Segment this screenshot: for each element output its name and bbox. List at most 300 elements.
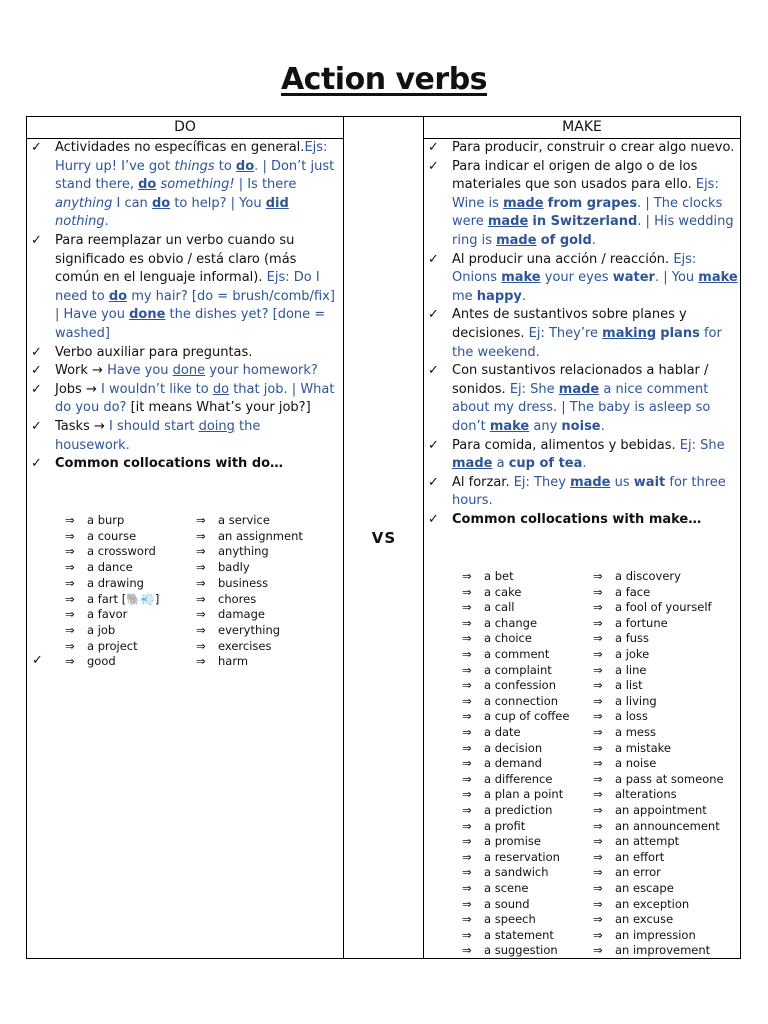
make-collocation-item	[593, 663, 646, 679]
make-collocation-item	[593, 819, 720, 835]
double-arrow-icon: ⇒	[65, 544, 75, 559]
make-example-text: for the weekend.	[452, 325, 722, 360]
double-arrow-icon: ⇒	[462, 584, 472, 599]
do-bullet-text: Actividades no específicas en general.	[55, 140, 305, 155]
do-example-text: doing	[198, 418, 235, 434]
do-bullet	[27, 139, 337, 232]
make-collocation-text: an appointment	[615, 803, 707, 817]
double-arrow-icon: ⇒	[593, 584, 603, 599]
do-example-text: done	[129, 307, 166, 323]
double-arrow-icon: ⇒	[593, 725, 603, 739]
do-example-text: | Is there	[234, 177, 297, 193]
do-example-text: to	[214, 158, 236, 174]
do-collocation-item	[65, 592, 159, 608]
double-arrow-icon: ⇒	[593, 771, 603, 786]
double-arrow-icon: ⇒	[593, 787, 603, 802]
make-collocation-item	[593, 834, 679, 850]
make-collocation-text: a comment	[484, 647, 550, 661]
do-example-text: my hair? [do = brush/comb/fix] | Have you	[55, 288, 335, 323]
do-example-text: Ejs: Do I need to	[55, 270, 320, 304]
check-icon: ✓	[428, 437, 439, 453]
make-collocation-text: an impression	[615, 927, 696, 942]
make-collocation-text: a cup of coffee	[484, 709, 570, 724]
comparison-table	[26, 116, 741, 959]
do-collocation-item	[196, 607, 265, 623]
make-collocation-text: a pass at someone	[615, 771, 724, 786]
make-example-text: made	[487, 214, 529, 230]
make-example-text: a	[492, 456, 509, 472]
double-arrow-icon: ⇒	[196, 607, 206, 622]
make-collocation-text: a living	[615, 693, 657, 708]
do-example-text: do	[151, 195, 171, 211]
make-collocation-text: a choice	[484, 631, 532, 646]
make-collocation-item	[593, 850, 664, 866]
double-arrow-icon: ⇒	[462, 849, 472, 864]
make-example-text: . | The clocks were	[452, 195, 723, 230]
double-arrow-icon: ⇒	[462, 647, 472, 661]
do-collocation-text: damage	[218, 607, 265, 622]
double-arrow-icon: ⇒	[462, 709, 472, 724]
make-example-text: your eyes	[540, 270, 613, 286]
make-collocation-item	[593, 569, 681, 585]
double-arrow-icon: ⇒	[196, 575, 206, 590]
double-arrow-icon: ⇒	[196, 638, 206, 653]
make-bullet	[424, 306, 738, 362]
do-collocation-text: a favor	[87, 607, 128, 622]
make-collocation-text: an excuse	[615, 912, 674, 927]
make-collocation-item	[462, 803, 552, 819]
make-example-text: a nice comment about my dress. | The baby is asleep so don’t	[452, 381, 711, 434]
double-arrow-icon: ⇒	[462, 943, 472, 958]
make-collocation-item	[462, 943, 558, 959]
make-bullet-text: Con sustantivos relacionados a hablar / sonidos.	[452, 363, 709, 397]
make-collocation-item	[593, 725, 656, 741]
make-collocation-text: an error	[615, 865, 661, 880]
double-arrow-icon: ⇒	[65, 575, 75, 590]
make-collocation-text: a suggestion	[484, 943, 558, 958]
double-arrow-icon: ⇒	[462, 662, 472, 677]
make-collocation-text: a profit	[484, 818, 526, 833]
make-collocation-text: a fortune	[615, 615, 668, 630]
do-bullet-text: Verbo auxiliar para preguntas.	[55, 344, 253, 360]
double-arrow-icon: ⇒	[593, 662, 603, 677]
make-bullet	[424, 158, 738, 251]
make-collocation-text: a mess	[615, 725, 656, 739]
do-example-text: nothing	[55, 214, 105, 230]
make-collocation-text: a connection	[484, 693, 559, 708]
make-collocation-text: an escape	[615, 881, 674, 895]
make-bullet	[424, 139, 738, 158]
make-collocation-item	[462, 912, 536, 928]
double-arrow-icon: ⇒	[196, 560, 206, 575]
do-collocation-text: business	[218, 575, 269, 590]
check-icon: ✓	[428, 251, 439, 267]
page-title: Action verbs	[280, 62, 488, 97]
do-example-text: anything	[55, 195, 113, 211]
make-collocation-item	[462, 631, 532, 647]
do-collocation-text: a drawing	[87, 575, 144, 590]
do-bullet-text: Common collocations with do…	[55, 456, 284, 472]
double-arrow-icon: ⇒	[462, 600, 472, 615]
do-collocations	[27, 513, 343, 673]
do-bullet	[27, 381, 337, 418]
make-collocation-item	[462, 647, 549, 663]
make-collocation-text: a change	[484, 615, 538, 630]
double-arrow-icon: ⇒	[462, 912, 472, 927]
make-collocation-item	[462, 741, 542, 757]
double-arrow-icon: ⇒	[593, 912, 603, 927]
make-collocation-item	[593, 616, 668, 632]
make-example-text: us	[610, 474, 634, 490]
double-arrow-icon: ⇒	[593, 740, 603, 755]
make-example-text: from grapes	[547, 195, 638, 211]
make-collocation-text: a date	[484, 725, 521, 739]
make-example-text: .	[600, 418, 605, 434]
check-icon: ✓	[32, 653, 43, 668]
do-collocation-text: an assignment	[218, 528, 303, 543]
do-column	[27, 139, 337, 474]
make-example-text: make	[489, 418, 530, 434]
do-example-text: to help? | You	[170, 195, 266, 211]
double-arrow-icon: ⇒	[593, 818, 603, 833]
check-icon: ✓	[428, 158, 439, 174]
do-collocation-text: chores	[218, 591, 257, 606]
do-bullet-text: Work →	[55, 363, 108, 379]
do-collocation-text: a fart [🐘💨]	[87, 591, 160, 606]
double-arrow-icon: ⇒	[462, 615, 472, 630]
make-example-text: .	[582, 456, 587, 472]
do-bullet	[27, 418, 337, 455]
make-collocation-item	[462, 585, 521, 601]
double-arrow-icon: ⇒	[593, 896, 603, 911]
make-collocation-item	[593, 709, 648, 725]
make-example-text: Ej: She	[679, 437, 725, 453]
do-example-text: things	[174, 158, 215, 174]
make-collocation-text: a noise	[615, 756, 657, 771]
make-collocation-item	[462, 725, 521, 741]
make-example-text: in Switzerland	[532, 214, 638, 230]
double-arrow-icon: ⇒	[462, 865, 472, 880]
do-example-text: do	[138, 177, 157, 193]
double-arrow-icon: ⇒	[593, 693, 603, 708]
do-bullet	[27, 362, 337, 381]
double-arrow-icon: ⇒	[462, 631, 472, 646]
make-collocation-text: an announcement	[615, 818, 720, 833]
make-bullet-text: Al forzar.	[452, 474, 514, 490]
vs-label: VS	[371, 529, 397, 547]
make-collocation-item	[462, 865, 549, 881]
do-collocation-item	[65, 529, 136, 545]
make-collocation-text: a plan a point	[484, 787, 564, 802]
make-collocation-text: alterations	[615, 787, 677, 802]
double-arrow-icon: ⇒	[593, 834, 603, 849]
make-example-text: . | You	[654, 270, 699, 286]
do-bullet-text: Jobs →	[55, 381, 101, 397]
make-example-text: . | His wedding ring is	[452, 214, 734, 248]
make-collocation-text: a mistake	[615, 740, 671, 755]
double-arrow-icon: ⇒	[593, 569, 603, 583]
check-icon: ✓	[31, 456, 42, 472]
do-example-text: something!	[160, 177, 235, 193]
make-column-header: MAKE	[562, 119, 602, 135]
make-example-text: make	[501, 270, 541, 286]
double-arrow-icon: ⇒	[462, 818, 472, 833]
do-bullet	[27, 455, 337, 474]
make-collocation-item	[593, 912, 673, 928]
double-arrow-icon: ⇒	[593, 803, 603, 817]
do-example-text: Have you	[107, 363, 173, 379]
double-arrow-icon: ⇒	[65, 654, 75, 669]
check-icon: ✓	[31, 344, 42, 360]
do-example-text: I should start	[109, 418, 199, 434]
make-example-text: me	[452, 288, 477, 304]
make-collocation-item	[462, 600, 514, 616]
do-collocation-item	[65, 560, 133, 576]
make-bullet-text: Al producir una acción / reacción.	[452, 251, 674, 267]
check-icon: ✓	[428, 511, 439, 527]
make-example-text: plans	[660, 325, 700, 341]
do-example-text: your homework?	[205, 363, 318, 379]
do-collocation-text: a burp	[87, 513, 125, 527]
do-collocation-text: good	[87, 654, 116, 669]
do-bullet	[27, 344, 337, 363]
double-arrow-icon: ⇒	[593, 600, 603, 615]
double-arrow-icon: ⇒	[65, 528, 75, 543]
double-arrow-icon: ⇒	[196, 544, 206, 559]
do-collocation-text: a service	[218, 513, 270, 527]
make-collocation-item	[462, 850, 560, 866]
check-icon: ✓	[31, 140, 42, 155]
make-collocation-item	[593, 585, 650, 601]
double-arrow-icon: ⇒	[196, 528, 206, 543]
make-collocations	[424, 569, 740, 959]
make-collocation-text: a confession	[484, 678, 556, 693]
make-collocation-text: a speech	[484, 912, 536, 927]
double-arrow-icon: ⇒	[65, 513, 75, 527]
make-collocation-text: a cake	[484, 584, 522, 599]
do-example-text: I wouldn’t like to	[100, 381, 213, 397]
do-collocation-item	[196, 529, 303, 545]
do-collocation-text: a project	[87, 638, 138, 653]
make-collocation-text: a decision	[484, 740, 543, 755]
make-example-text: wait	[633, 474, 666, 490]
make-example-text: made	[558, 381, 600, 397]
make-collocation-item	[593, 694, 657, 710]
make-collocation-text: an effort	[615, 849, 665, 864]
do-example-text: do	[108, 288, 128, 304]
make-collocation-item	[593, 787, 677, 803]
make-example-text: making	[602, 325, 657, 341]
make-bullet-text: Common collocations with make…	[452, 511, 702, 527]
double-arrow-icon: ⇒	[462, 693, 472, 708]
double-arrow-icon: ⇒	[462, 725, 472, 739]
double-arrow-icon: ⇒	[462, 771, 472, 786]
make-bullet	[424, 437, 738, 474]
double-arrow-icon: ⇒	[462, 787, 472, 802]
make-example-text: make	[698, 270, 738, 286]
make-bullet	[424, 362, 738, 436]
make-collocation-item	[593, 865, 661, 881]
make-example-text: Ejs: Wine is	[452, 177, 719, 211]
make-collocation-text: an attempt	[615, 834, 680, 849]
double-arrow-icon: ⇒	[462, 678, 472, 693]
double-arrow-icon: ⇒	[462, 756, 472, 771]
make-collocation-text: a face	[615, 584, 651, 599]
do-example-text: that job. | What do you do?	[55, 381, 335, 416]
do-bullet-text: Para reemplazar un verbo cuando su significado es obvio / está claro (más común en el lenguaje informal).	[55, 232, 297, 286]
make-collocation-text: a sandwich	[484, 865, 549, 880]
double-arrow-icon: ⇒	[462, 927, 472, 942]
check-icon: ✓	[31, 232, 42, 248]
double-arrow-icon: ⇒	[593, 678, 603, 693]
make-collocation-item	[593, 772, 724, 788]
do-collocation-item	[65, 654, 116, 670]
make-collocation-item	[593, 928, 696, 944]
make-collocation-item	[593, 803, 707, 819]
do-collocation-item	[65, 607, 127, 623]
double-arrow-icon: ⇒	[65, 591, 75, 606]
make-example-text: .	[521, 288, 527, 304]
make-collocation-item	[462, 772, 552, 788]
double-arrow-icon: ⇒	[593, 943, 603, 958]
double-arrow-icon: ⇒	[462, 896, 472, 911]
double-arrow-icon: ⇒	[593, 849, 603, 864]
do-example-text: .	[104, 214, 109, 230]
do-example-text: Ejs: Hurry up! I’ve got	[55, 140, 328, 174]
make-bullet-text: Para indicar el origen de algo o de los materiales que son usados para ello.	[452, 158, 698, 193]
do-example-text: done	[172, 363, 206, 379]
make-collocation-text: a loss	[615, 709, 648, 724]
do-column-header: DO	[174, 119, 196, 135]
do-collocation-text: everything	[218, 622, 281, 637]
make-example-text: Ej: She	[509, 381, 559, 397]
make-collocation-text: a scene	[484, 881, 529, 895]
do-collocation-text: harm	[218, 654, 249, 669]
make-collocation-text: a complaint	[484, 662, 552, 677]
do-example-text: do	[212, 381, 230, 397]
make-collocation-item	[462, 881, 528, 897]
make-collocation-text: a sound	[484, 896, 530, 911]
make-bullet	[424, 474, 738, 511]
make-collocation-item	[462, 569, 514, 585]
make-collocation-item	[593, 678, 643, 694]
do-collocation-item	[65, 639, 138, 655]
do-collocation-item	[196, 544, 269, 560]
make-collocation-item	[593, 943, 710, 959]
make-bullet-text: Para comida, alimentos y bebidas.	[452, 437, 680, 453]
check-icon: ✓	[428, 307, 439, 323]
make-collocation-item	[593, 897, 689, 913]
make-bullet-text: Antes de sustantivos sobre planes y decisiones.	[452, 307, 687, 341]
make-collocation-text: a discovery	[615, 569, 681, 583]
do-collocation-item	[196, 513, 270, 529]
make-collocation-item	[462, 834, 541, 850]
make-example-text: of gold	[540, 232, 592, 248]
make-collocation-item	[593, 631, 649, 647]
check-icon: ✓	[31, 381, 42, 397]
double-arrow-icon: ⇒	[196, 591, 206, 606]
make-bullet	[424, 511, 738, 530]
double-arrow-icon: ⇒	[462, 569, 472, 583]
make-example-text: noise	[561, 418, 601, 434]
make-bullet-text: Para producir, construir o crear algo nuevo.	[452, 140, 735, 155]
do-collocation-text: a dance	[87, 560, 133, 575]
make-collocation-text: a reservation	[484, 849, 560, 864]
do-collocation-item	[196, 560, 250, 576]
make-collocation-item	[593, 600, 712, 616]
make-bullet	[424, 251, 738, 307]
do-collocation-item	[196, 576, 268, 592]
make-example-text: water	[612, 270, 655, 286]
do-bullet-text: Tasks →	[55, 418, 109, 434]
do-collocation-item	[196, 639, 271, 655]
do-example-text: [it means What’s your job?]	[130, 400, 311, 416]
double-arrow-icon: ⇒	[593, 615, 603, 630]
make-collocation-text: an improvement	[615, 943, 711, 958]
make-collocation-text: a line	[615, 662, 647, 677]
do-collocation-item	[65, 544, 156, 560]
make-collocation-item	[462, 694, 558, 710]
make-collocation-text: a bet	[484, 569, 514, 583]
make-collocation-text: a demand	[484, 756, 542, 771]
make-collocation-text: a promise	[484, 834, 541, 849]
double-arrow-icon: ⇒	[593, 709, 603, 724]
make-collocation-item	[462, 663, 552, 679]
do-example-text: do	[235, 158, 255, 174]
double-arrow-icon: ⇒	[593, 881, 603, 895]
make-example-text: Ej: They	[513, 474, 571, 490]
make-collocation-text: a fuss	[615, 631, 650, 646]
make-collocation-text: an exception	[615, 896, 690, 911]
make-collocation-text: a fool of yourself	[615, 600, 712, 615]
double-arrow-icon: ⇒	[65, 607, 75, 622]
do-example-text: I can	[112, 195, 152, 211]
check-icon: ✓	[428, 363, 439, 379]
double-arrow-icon: ⇒	[593, 927, 603, 942]
make-example-text: made	[452, 456, 493, 472]
make-example-text: cup of tea	[508, 456, 583, 472]
double-arrow-icon: ⇒	[196, 622, 206, 637]
do-example-text: the housework.	[55, 418, 261, 453]
make-column	[424, 139, 738, 529]
make-example-text: made	[496, 232, 537, 248]
make-collocation-item	[593, 756, 656, 772]
make-collocation-item	[462, 678, 556, 694]
make-collocation-text: a list	[615, 678, 643, 693]
make-example-text: Ej: They’re	[528, 325, 603, 341]
double-arrow-icon: ⇒	[462, 881, 472, 895]
do-collocation-item	[65, 623, 115, 639]
do-collocation-text: exercises	[218, 638, 272, 653]
check-icon: ✓	[31, 418, 42, 434]
double-arrow-icon: ⇒	[593, 756, 603, 771]
double-arrow-icon: ⇒	[462, 803, 472, 817]
make-example-text: any	[529, 418, 562, 434]
make-collocation-item	[462, 709, 569, 725]
make-collocation-text: a prediction	[484, 803, 553, 817]
do-collocation-item	[196, 592, 256, 608]
make-collocation-item	[462, 819, 525, 835]
do-example-text: the dishes yet? [done = washed]	[55, 307, 326, 341]
do-example-text: | Don’t just stand there,	[55, 158, 335, 193]
make-collocation-text: a call	[484, 600, 515, 615]
make-collocation-item	[462, 756, 542, 772]
do-example-text: did	[265, 195, 289, 211]
make-collocation-item	[462, 616, 537, 632]
make-example-text: .	[591, 232, 596, 248]
double-arrow-icon: ⇒	[65, 638, 75, 653]
make-example-text: for three hours.	[452, 474, 726, 509]
